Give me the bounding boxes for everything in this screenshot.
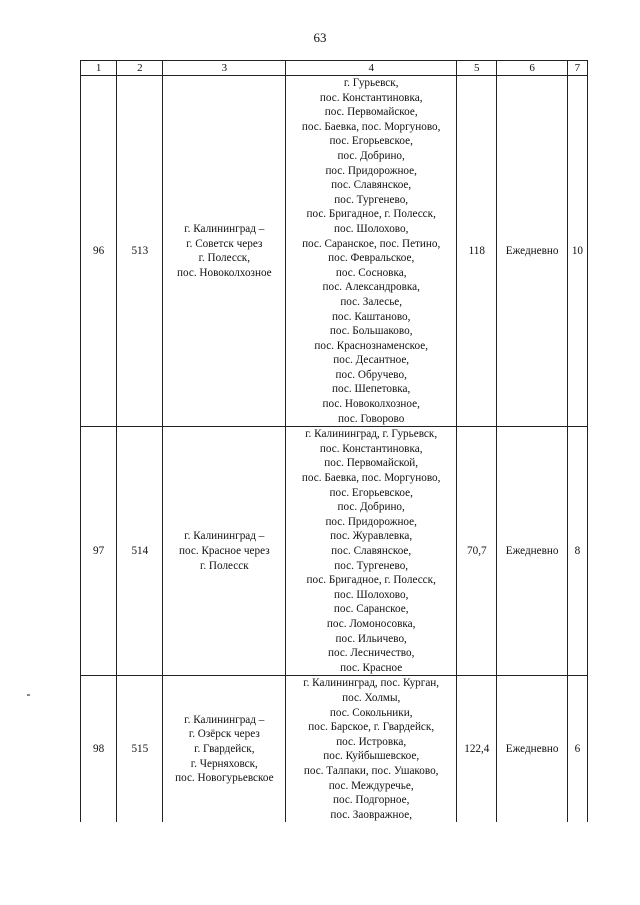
stop-line: пос. Холмы, [342, 691, 401, 704]
stop-line: г. Калининград, пос. Курган, [303, 677, 440, 690]
stop-line: пос. Саранское, [333, 603, 409, 616]
route-name-line: г. Советск через [186, 237, 263, 250]
route-name-line: пос. Новогурьевское [175, 772, 274, 785]
stop-line: пос. Придорожное, [325, 164, 417, 177]
route-name-line: г. Гвардейск, [194, 743, 255, 756]
route-name-line: г. Полесск [200, 559, 249, 572]
column-header: 6 [497, 61, 567, 76]
stop-line: пос. Обручево, [335, 368, 407, 381]
stop-line: пос. Егорьевское, [329, 135, 413, 148]
stop-line: пос. Сокольники, [329, 706, 413, 719]
stop-line: пос. Шепетовка, [332, 383, 411, 396]
stop-line: пос. Тургенево, [334, 559, 409, 572]
stop-line: пос. Говорово [338, 412, 405, 425]
stop-line: пос. Баевка, пос. Моргуново, [301, 472, 441, 485]
stop-line: пос. Бригадное, г. Полесск, [306, 208, 436, 221]
stop-line: г. Гурьевск, [343, 77, 399, 89]
route-name-line: г. Черняховск, [190, 757, 258, 770]
stop-line: пос. Добрино, [337, 149, 405, 162]
stop-line: пос. Сосновка, [335, 266, 407, 279]
stop-line: пос. Славянское, [331, 545, 412, 557]
stop-line: пос. Новоколхозное, [322, 398, 420, 411]
route-schedule: Ежедневно [497, 427, 567, 676]
route-name-line: г. Полесск, [198, 252, 251, 265]
stop-line: пос. Междуречье, [328, 779, 414, 792]
stop-line: пос. Первомайской, [324, 457, 419, 470]
scan-speck [27, 694, 30, 696]
route-name-line: г. Калининград – [184, 222, 265, 235]
stop-line: пос. Краснознаменское, [314, 339, 429, 352]
route-name-line: г. Озёрск через [188, 728, 260, 741]
column-header: 2 [117, 61, 163, 76]
row-number: 96 [81, 76, 117, 427]
route-number: 513 [117, 76, 163, 427]
stop-line: пос. Константиновка, [319, 442, 423, 455]
route-trip-count: 8 [567, 427, 587, 676]
table-row [81, 427, 588, 676]
table-row [81, 76, 588, 427]
stop-line: пос. Куйбышевское, [323, 750, 420, 763]
route-name [163, 676, 286, 822]
row-number: 97 [81, 427, 117, 676]
table-header-row [81, 61, 588, 76]
stop-line: пос. Тургенево, [334, 193, 409, 206]
stop-line: пос. Залесье, [340, 295, 403, 308]
column-header: 3 [163, 61, 286, 76]
stop-line: пос. Истровка, [336, 735, 407, 748]
stop-line: пос. Десантное, [333, 354, 410, 367]
column-header: 4 [286, 61, 457, 76]
route-stops [286, 427, 457, 676]
stop-line: пос. Большаково, [329, 325, 413, 338]
route-name-line: пос. Новоколхозное [177, 266, 272, 279]
route-trip-count: 6 [567, 676, 587, 822]
route-schedule: Ежедневно [497, 676, 567, 822]
stop-line: пос. Барское, г. Гвардейск, [308, 721, 435, 734]
route-stops [286, 76, 457, 427]
column-header: 7 [567, 61, 587, 76]
stop-line: пос. Ильичево, [335, 632, 407, 645]
stop-line: пос. Константиновка, [319, 91, 423, 104]
stop-line: пос. Шолохово, [333, 588, 409, 601]
route-distance: 70,7 [457, 427, 497, 676]
stop-line: пос. Заовражное, [330, 808, 412, 821]
route-number: 515 [117, 676, 163, 822]
route-schedule: Ежедневно [497, 76, 567, 427]
stop-line: пос. Талпаки, пос. Ушаково, [303, 764, 439, 777]
column-header: 1 [81, 61, 117, 76]
stop-line: пос. Февральское, [328, 252, 415, 265]
stop-line: пос. Шолохово, [333, 222, 409, 235]
stop-line: пос. Первомайское, [324, 106, 418, 119]
stop-line: пос. Журавлевка, [330, 530, 413, 543]
stop-line: пос. Каштаново, [331, 310, 411, 323]
route-stops [286, 676, 457, 822]
stop-line: пос. Бригадное, г. Полесск, [306, 574, 436, 587]
stop-line: пос. Баевка, пос. Моргуново, [301, 120, 441, 133]
stop-line: пос. Славянское, [331, 179, 412, 192]
route-name [163, 76, 286, 427]
route-name [163, 427, 286, 676]
stop-line: пос. Подгорное, [332, 794, 410, 807]
stop-line: пос. Добрино, [337, 501, 405, 514]
column-header: 5 [457, 61, 497, 76]
stop-line: пос. Саранское, пос. Петино, [302, 237, 441, 250]
stop-line: пос. Егорьевское, [329, 486, 413, 499]
stop-line: пос. Александровка, [322, 281, 420, 294]
route-trip-count: 10 [567, 76, 587, 427]
routes-table [80, 60, 588, 822]
stop-line: пос. Лесничество, [327, 647, 415, 660]
route-name-line: г. Калининград – [184, 530, 265, 543]
stop-line: пос. Красное [340, 661, 403, 674]
route-distance: 122,4 [457, 676, 497, 822]
route-name-line: г. Калининград – [184, 713, 265, 726]
row-number: 98 [81, 676, 117, 822]
route-name-line: пос. Красное через [179, 545, 270, 557]
stop-line: г. Калининград, г. Гурьевск, [305, 428, 438, 441]
stop-line: пос. Придорожное, [325, 515, 417, 528]
route-number: 514 [117, 427, 163, 676]
stop-line: пос. Ломоносовка, [326, 617, 416, 630]
table-row [81, 676, 588, 822]
route-distance: 118 [457, 76, 497, 427]
page-number: 63 [313, 30, 327, 45]
